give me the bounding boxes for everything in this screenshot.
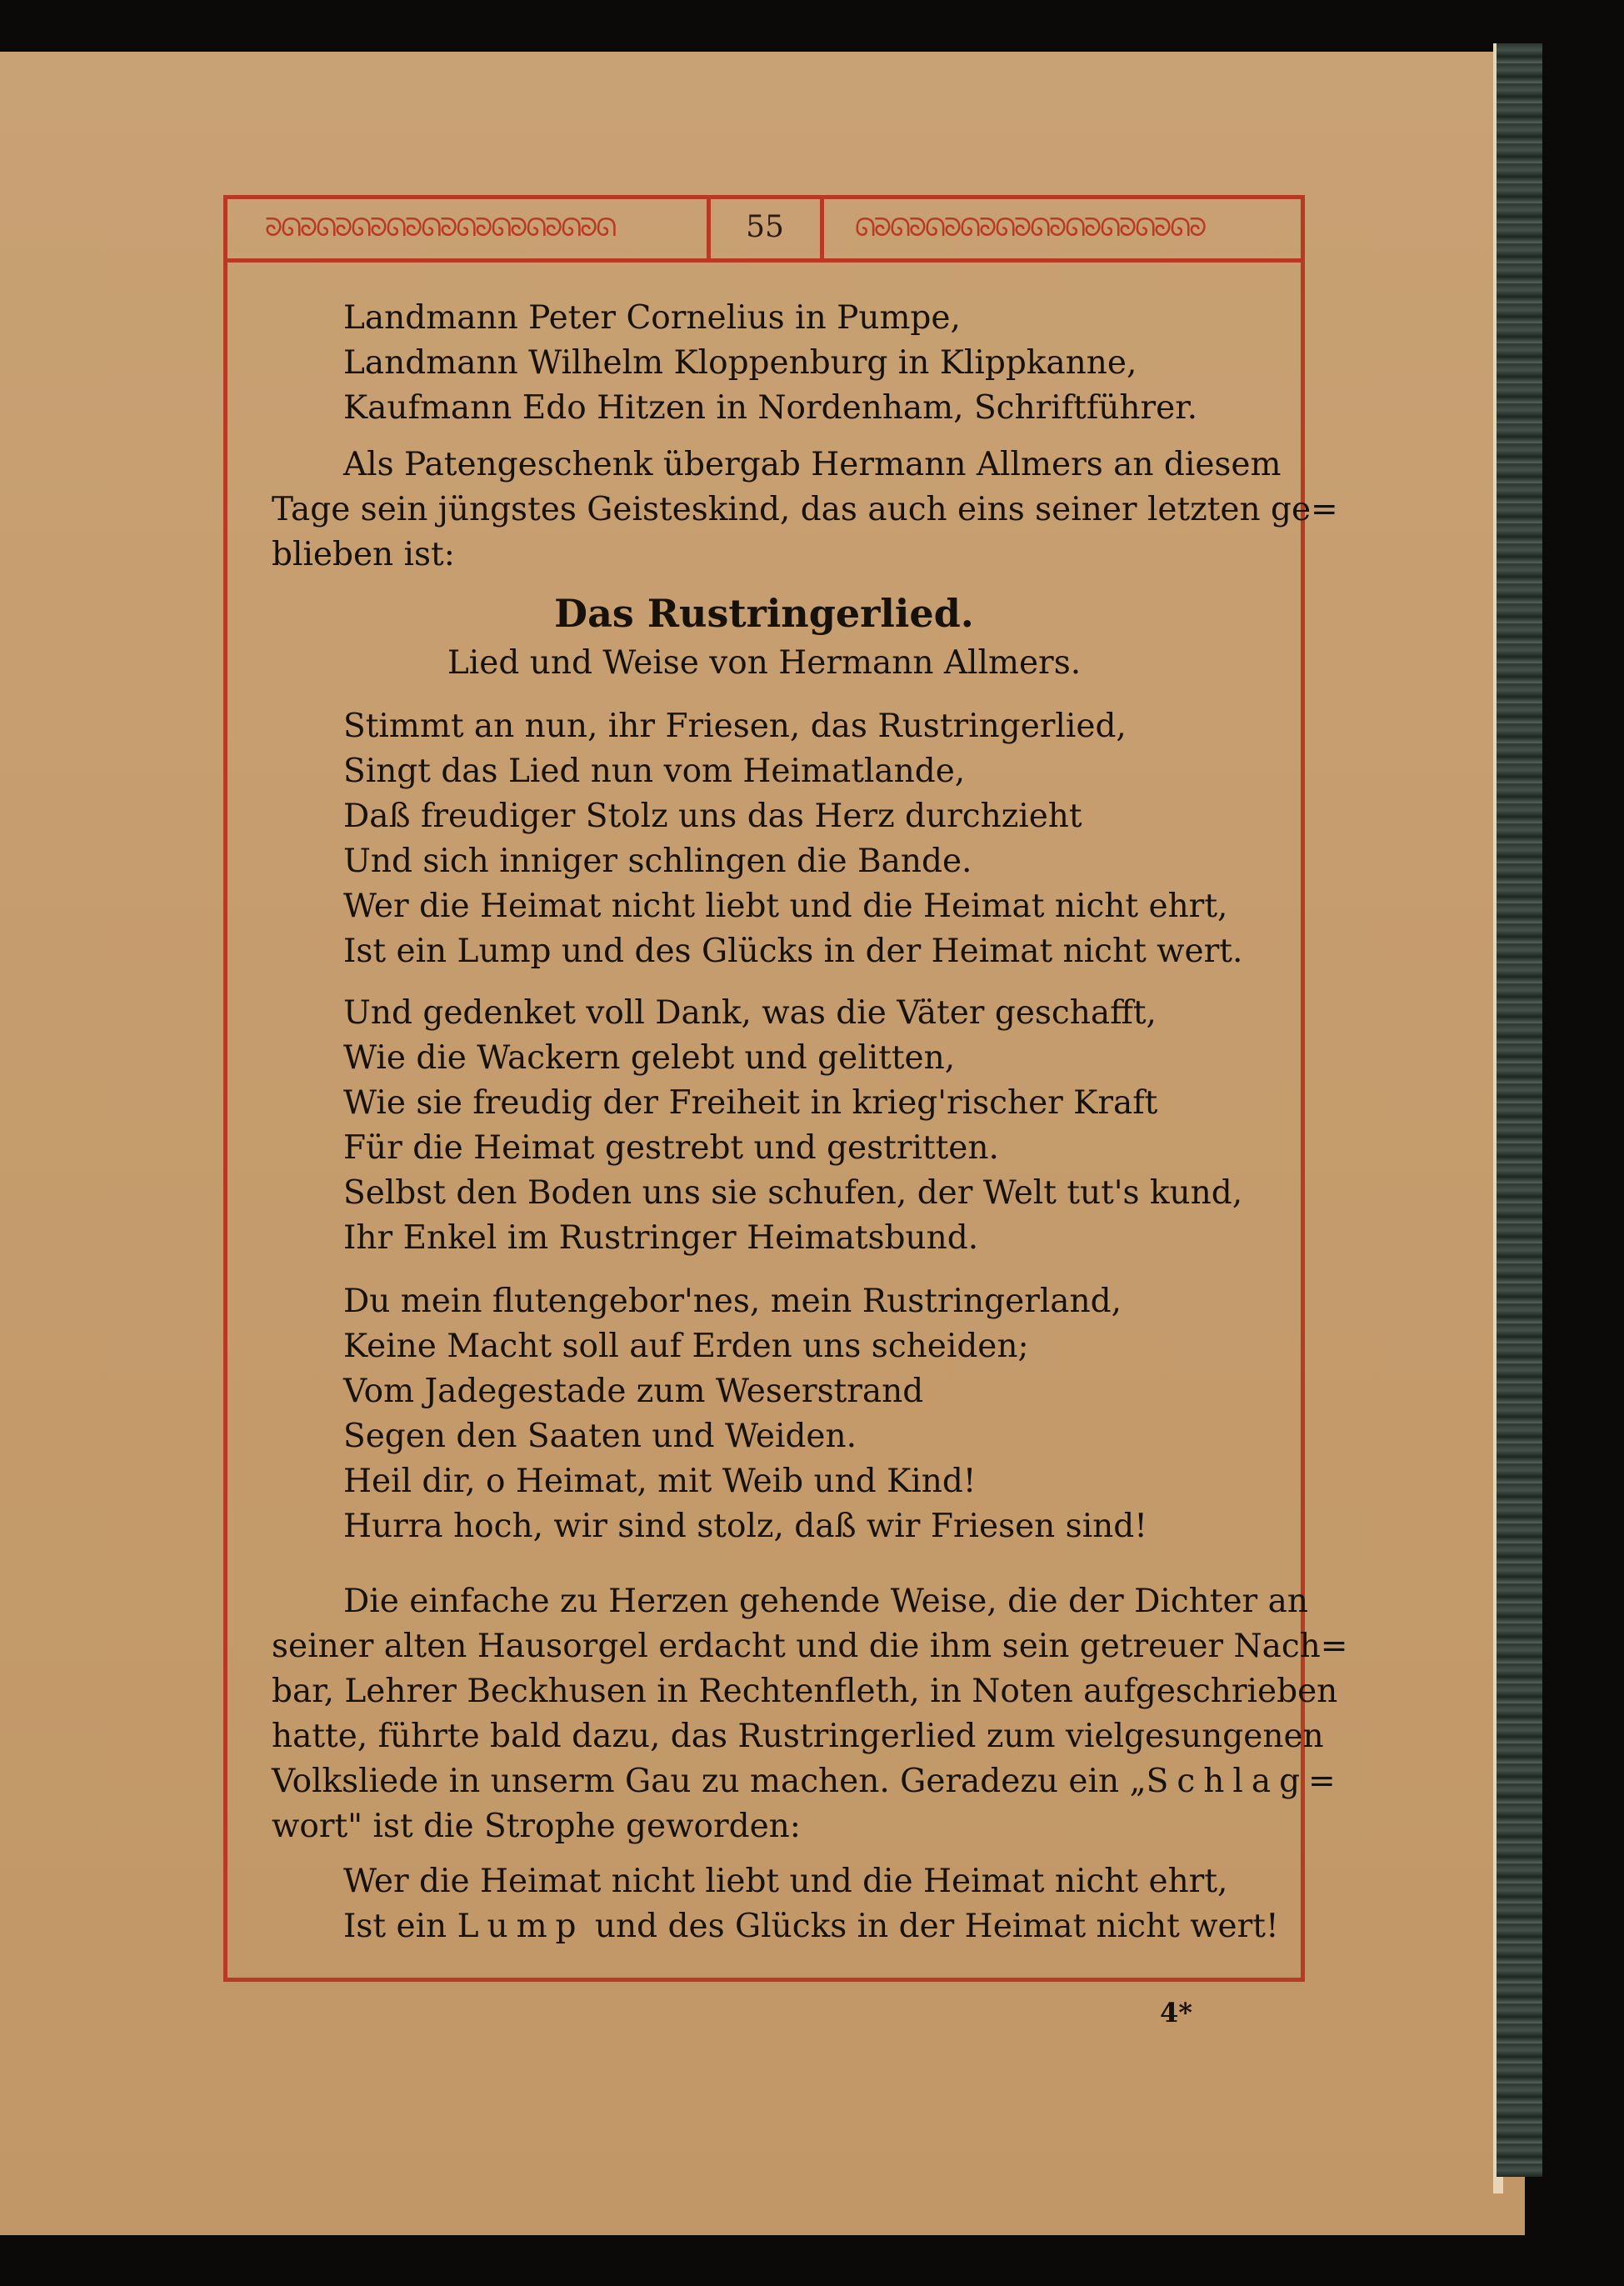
member-line: Landmann Peter Cornelius in Pumpe, [343, 299, 961, 337]
closing-line: Die einfache zu Herzen gehende Weise, die der Dichter an [343, 1583, 1308, 1620]
stanza-line: Wer die Heimat nicht liebt und die Heimat nicht ehrt, [343, 888, 1228, 925]
stanza-line: Stimmt an nun, ihr Friesen, das Rustringerlied, [343, 708, 1127, 745]
header-divider-left [707, 195, 711, 262]
stanza-line: Segen den Saaten und Weiden. [343, 1418, 857, 1455]
intro-line: blieben ist: [272, 536, 455, 573]
closing-line-text: Volksliede in unserm Gau zu machen. Geradezu ein „ [272, 1763, 1147, 1800]
page-number: 55 [746, 210, 784, 244]
stanza-line: Singt das Lied nun vom Heimatlande, [343, 753, 966, 790]
quote-text: Ist ein [343, 1908, 457, 1945]
intro-line: Als Patengeschenk übergab Hermann Allmers an diesem [343, 446, 1282, 483]
stanza-line: Hurra hoch, wir sind stolz, daß wir Friesen sind! [343, 1508, 1147, 1545]
intro-line: Tage sein jüngstes Geisteskind, das auch eins seiner letzten ge= [272, 491, 1338, 528]
stanza-line: Ist ein Lump und des Glücks in der Heimat nicht wert. [343, 933, 1243, 970]
member-line: Landmann Wilhelm Kloppenburg in Klippkanne, [343, 344, 1137, 382]
quote-line: Wer die Heimat nicht liebt und die Heimat nicht ehrt, [343, 1863, 1228, 1900]
header-divider [223, 258, 1305, 263]
stanza-line: Daß freudiger Stolz uns das Herz durchzieht [343, 798, 1082, 835]
quote-text: und des Glücks in der Heimat nicht wert! [584, 1908, 1279, 1945]
stanza-line: Selbst den Boden uns sie schufen, der Welt tut's kund, [343, 1174, 1243, 1212]
stanza-line: Keine Macht soll auf Erden uns scheiden; [343, 1328, 1029, 1365]
stanza-line: Und gedenket voll Dank, was die Väter geschafft, [343, 994, 1157, 1032]
header-divider-right [820, 195, 824, 262]
stanza-line: Und sich inniger schlingen die Bande. [343, 843, 972, 880]
closing-line: hatte, führte bald dazu, das Rustringerlied zum vielgesungenen [272, 1718, 1324, 1755]
closing-line: wort" ist die Strophe geworden: [272, 1808, 801, 1845]
spaced-word: Schlag= [1146, 1763, 1344, 1800]
member-line: Kaufmann Edo Hitzen in Nordenham, Schriftführer. [343, 389, 1198, 427]
stanza-line: Für die Heimat gestrebt und gestritten. [343, 1129, 999, 1167]
book-spine [1497, 43, 1542, 2177]
header-ornament-left: ᘐᘏᘐᘏᘐᘏᘐᘏᘐᘏᘐᘏᘐᘏᘐᘏᘐᘏᘐᘏ [265, 213, 616, 243]
header-ornament-right: ᘏᘐᘏᘐᘏᘐᘏᘐᘏᘐᘏᘐᘏᘐᘏᘐᘏᘐᘏᘐ [855, 213, 1206, 243]
quote-line [343, 1905, 1279, 1948]
stanza-line: Wie sie freudig der Freiheit in krieg'rischer Kraft [343, 1084, 1158, 1122]
spaced-word: Lump [457, 1908, 585, 1945]
song-subtitle: Lied und Weise von Hermann Allmers. [447, 644, 1082, 682]
stanza-line: Du mein flutengebor'nes, mein Rustringerland, [343, 1283, 1122, 1320]
song-title: Das Rustringerlied. [554, 591, 974, 636]
closing-line: seiner alten Hausorgel erdacht und die ihm sein getreuer Nach= [272, 1628, 1348, 1665]
stanza-line: Ihr Enkel im Rustringer Heimatsbund. [343, 1219, 979, 1257]
stanza-line: Wie die Wackern gelebt und gelitten, [343, 1039, 956, 1077]
closing-line [272, 1760, 1344, 1803]
stanza-line: Heil dir, o Heimat, mit Weib und Kind! [343, 1463, 977, 1500]
closing-line: bar, Lehrer Beckhusen in Rechtenfleth, in Noten aufgeschrieben [272, 1673, 1338, 1710]
stanza-line: Vom Jadegestade zum Weserstrand [343, 1373, 924, 1410]
signature-mark: 4* [1160, 1997, 1192, 2028]
